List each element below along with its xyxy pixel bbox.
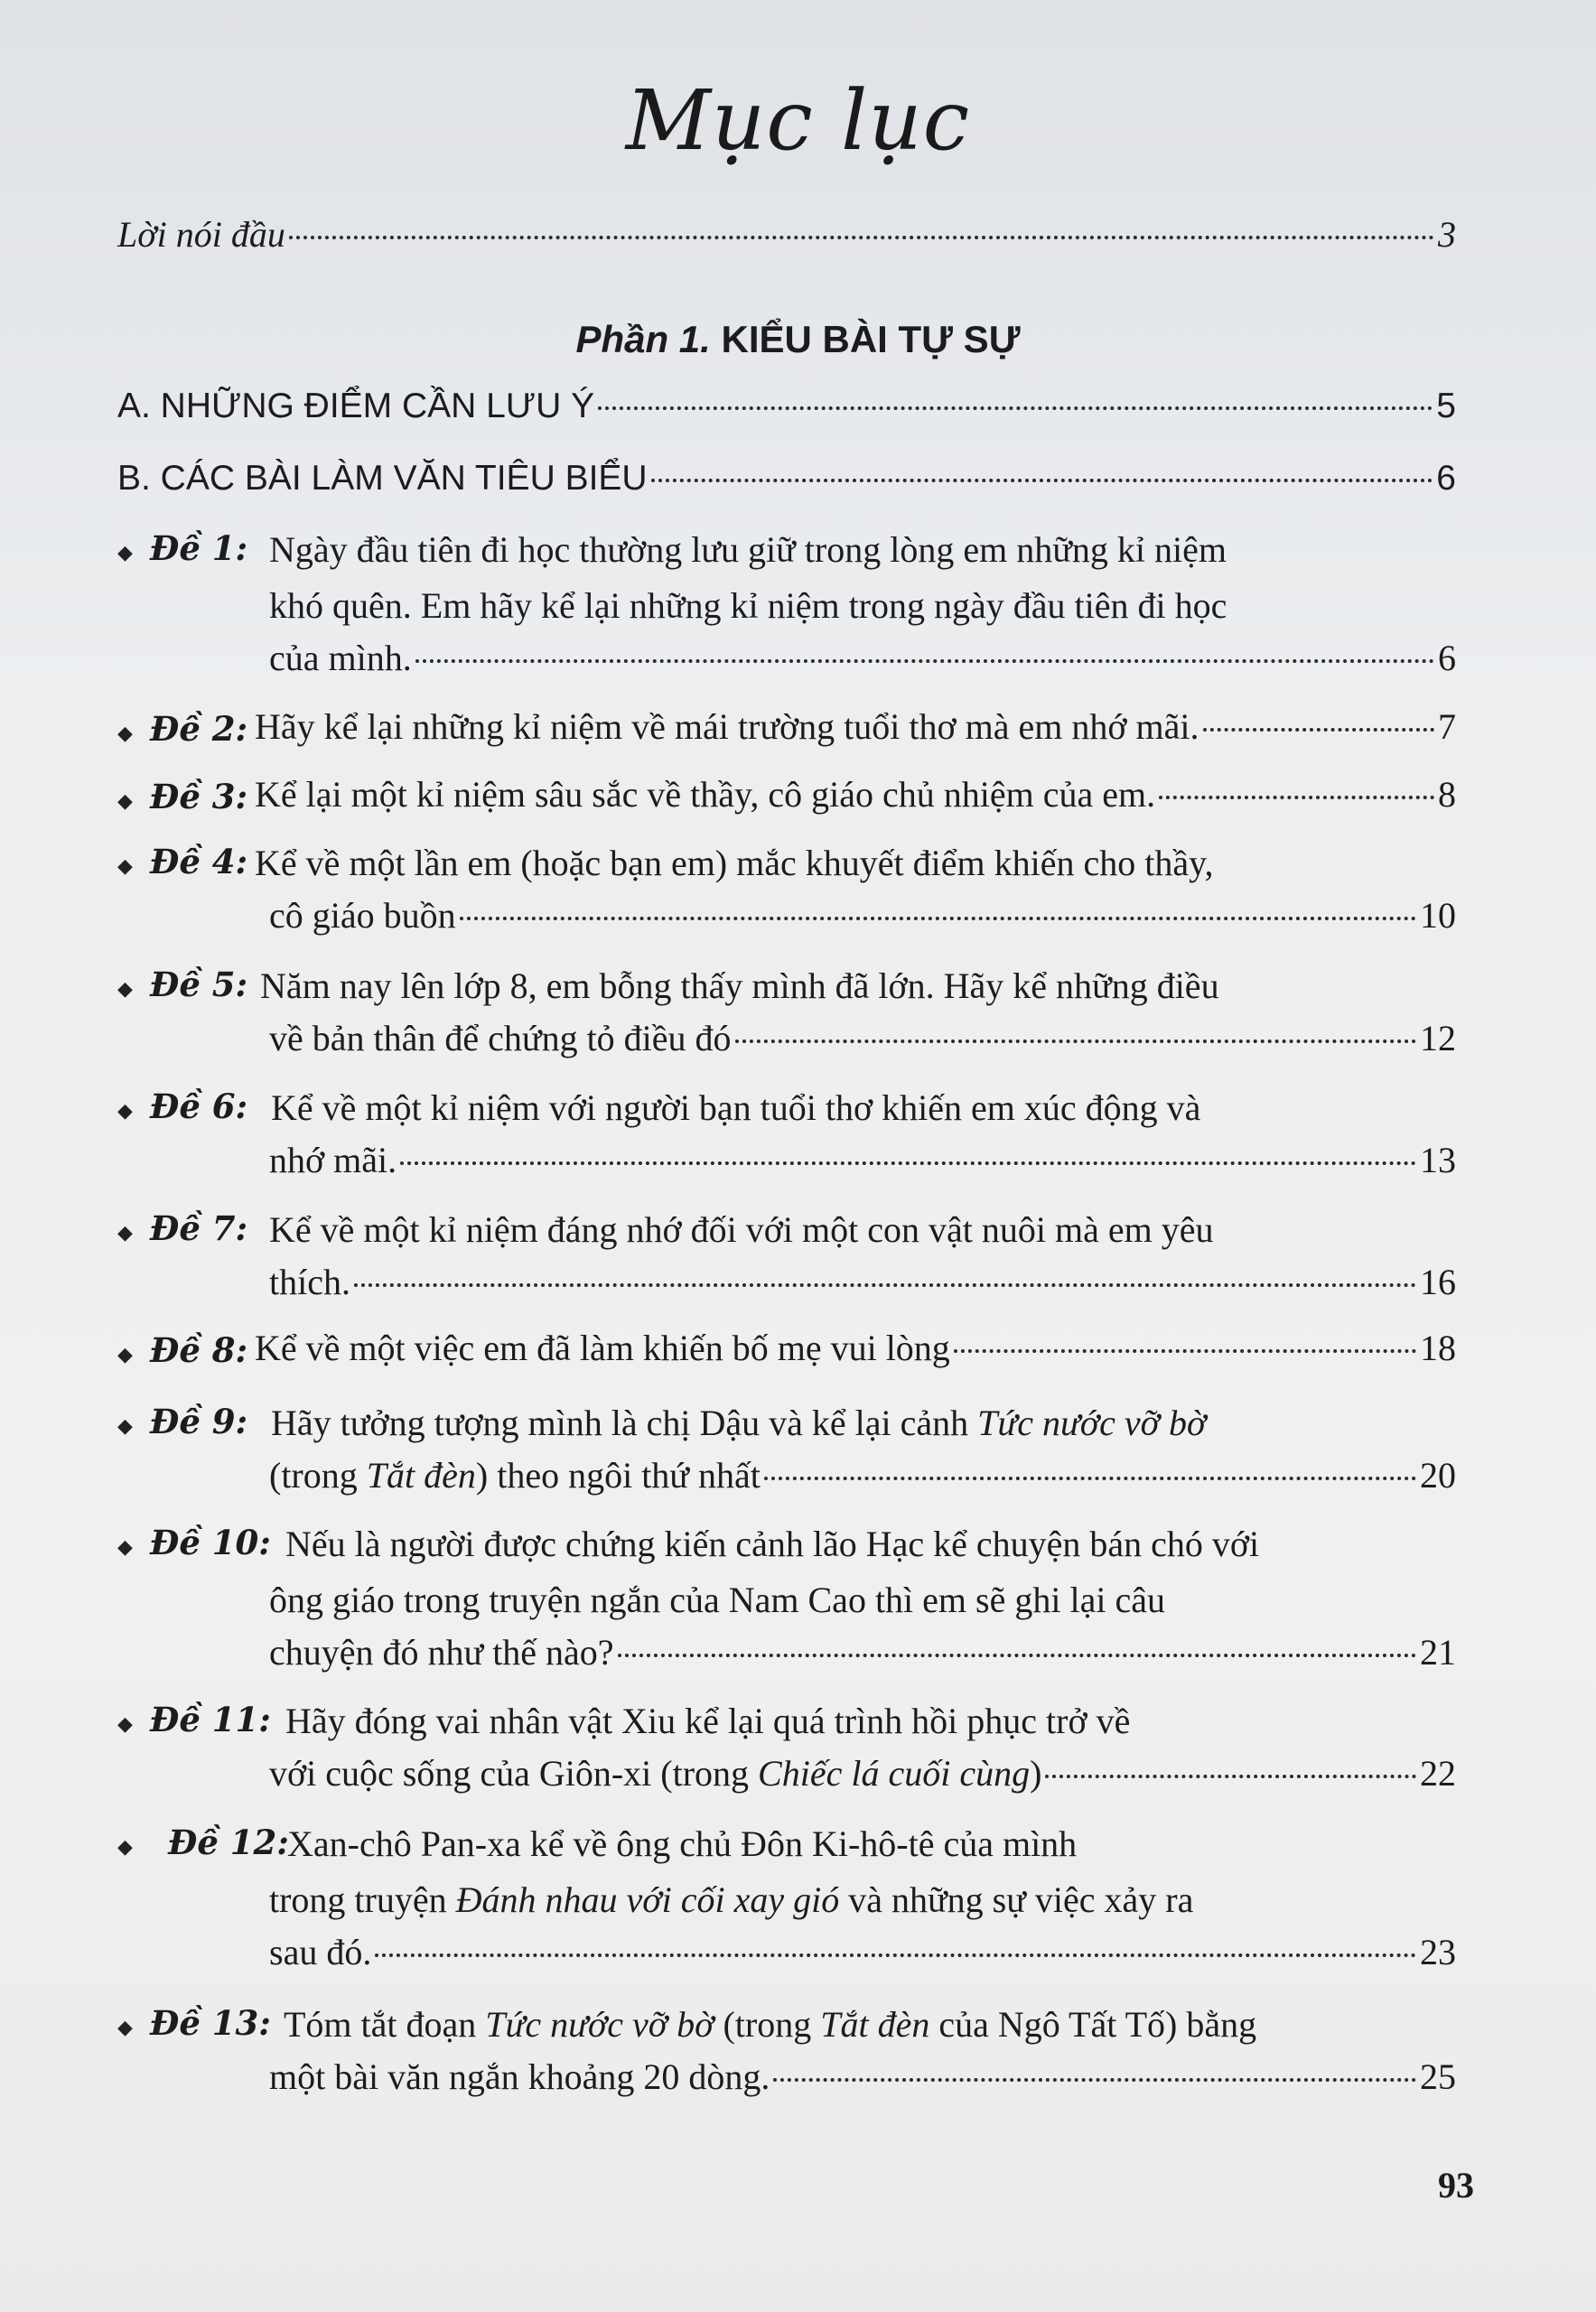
diamond-bullet-icon: ◆	[117, 1535, 133, 1558]
text-run: )	[1030, 1753, 1042, 1794]
item-text-line: Kể lại một kỉ niệm sâu sắc về thầy, cô giáo chủ nhiệm của em.	[255, 774, 1156, 815]
toc-entry-page: 20	[1420, 1455, 1456, 1496]
item-last-line	[269, 2056, 1456, 2097]
item-last-line	[269, 1934, 1456, 1971]
toc-entry-page: 18	[1420, 1328, 1456, 1368]
diamond-bullet-icon: ◆	[117, 1343, 133, 1366]
text-run: và những sự việc xảy ra	[839, 1879, 1194, 1920]
toc-entry-page: 6	[1436, 459, 1456, 498]
item-text-line: một bài văn ngắn khoảng 20 dòng.	[269, 2056, 770, 2097]
item-text-line: ông giáo trong truyện ngắn của Nam Cao thì em sẽ ghi lại câu	[269, 1580, 1165, 1620]
dot-leader	[618, 1654, 1416, 1657]
part-title: KIỂU BÀI TỰ SỰ	[721, 318, 1021, 360]
toc-entry-page: 3	[1438, 214, 1456, 255]
item-text-line: Năm nay lên lớp 8, em bỗng thấy mình đã lớn. Hãy kể những điều	[260, 965, 1219, 1006]
dot-leader	[773, 2078, 1416, 2082]
toc-entry-page: 22	[1420, 1753, 1456, 1794]
item-text-line: về bản thân để chứng tỏ điều đó	[269, 1018, 732, 1058]
diamond-bullet-icon: ◆	[117, 1414, 133, 1437]
dot-leader	[375, 1953, 1416, 1957]
item-label: Đề 2:	[150, 709, 248, 749]
text-run-italic: Tức nước vỡ bờ	[485, 2004, 714, 2045]
item-label: Đề 9:	[150, 1402, 248, 1441]
toc-entry-label: A. NHỮNG ĐIỂM CẦN LƯU Ý	[117, 387, 595, 425]
item-text-line: Nếu là người được chứng kiến cảnh lão Hạc kể chuyện bán chó với	[285, 1524, 1260, 1564]
item-text-line: Kể về một kỉ niệm đáng nhớ đối với một con vật nuôi mà em yêu	[269, 1209, 1214, 1250]
item-text-line: Ngày đầu tiên đi học thường lưu giữ trong lòng em những kỉ niệm	[269, 529, 1227, 570]
item-label: Đề 12:	[168, 1823, 289, 1862]
item-label: Đề 7:	[150, 1208, 248, 1248]
dot-leader	[400, 1161, 1416, 1165]
item-text-line: Hãy kể lại những kỉ niệm về mái trường tuổi thơ mà em nhớ mãi.	[255, 706, 1199, 747]
item-last-line	[255, 706, 1456, 747]
item-last-line	[269, 895, 1456, 936]
item-label: Đề 3:	[150, 777, 248, 816]
item-text-line	[271, 1402, 1206, 1444]
text-run-italic: Chiếc lá cuối cùng	[758, 1753, 1031, 1794]
text-run: với cuộc sống của Giôn-xi (trong	[269, 1753, 759, 1794]
part-prefix: Phần 1.	[575, 318, 711, 360]
item-last-line	[269, 640, 1456, 676]
text-run-italic: Tắt đèn	[366, 1455, 476, 1496]
item-label: Đề 11:	[150, 1700, 271, 1739]
diamond-bullet-icon: ◆	[117, 854, 133, 877]
diamond-bullet-icon: ◆	[117, 2016, 133, 2038]
text-run: Hãy tưởng tượng mình là chị Dậu và kể lại cảnh	[271, 1403, 978, 1443]
item-text-line	[269, 1753, 1042, 1794]
item-text-line: sau đó.	[269, 1932, 372, 1972]
item-label: Đề 4:	[150, 842, 248, 881]
toc-entry-label: B. CÁC BÀI LÀM VĂN TIÊU BIỂU	[117, 459, 648, 498]
text-run: Tóm tắt đoạn	[284, 2004, 486, 2045]
item-text-line: chuyện đó như thế nào?	[269, 1632, 614, 1673]
page-title: Mục lục	[625, 72, 971, 169]
item-text-line: Hãy đóng vai nhân vật Xiu kể lại quá trình hồi phục trở về	[285, 1701, 1131, 1741]
text-run-italic: Đánh nhau với cối xay gió	[455, 1879, 840, 1920]
dot-leader	[289, 236, 1434, 239]
diamond-bullet-icon: ◆	[117, 977, 133, 1000]
item-text-line: Xan-chô Pan-xa kể về ông chủ Đôn Ki-hô-tê của mình	[287, 1823, 1078, 1864]
dot-leader	[764, 1477, 1416, 1480]
item-label: Đề 13:	[150, 2003, 271, 2043]
item-text-line: Kể về một lần em (hoặc bạn em) mắc khuyết điểm khiến cho thầy,	[255, 843, 1214, 883]
item-text-line: thích.	[269, 1262, 350, 1302]
dot-leader	[735, 1039, 1416, 1043]
dot-leader	[415, 659, 1434, 663]
item-last-line	[269, 1142, 1456, 1179]
dot-leader	[651, 479, 1433, 482]
toc-entry-page: 8	[1438, 774, 1456, 815]
text-run: của Ngô Tất Tố) bằng	[929, 2004, 1257, 2045]
toc-entry-page: 5	[1436, 387, 1456, 425]
diamond-bullet-icon: ◆	[117, 722, 133, 744]
item-last-line	[269, 1632, 1456, 1673]
item-last-line	[255, 1330, 1456, 1366]
diamond-bullet-icon: ◆	[117, 1712, 133, 1735]
text-run-italic: Tức nước vỡ bờ	[977, 1403, 1207, 1443]
item-last-line	[269, 1455, 1456, 1496]
toc-entry-page: 25	[1420, 2056, 1456, 2097]
item-last-line	[269, 1018, 1456, 1058]
item-text-line	[284, 2003, 1256, 2046]
toc-entry-intro	[117, 214, 1456, 255]
item-label: Đề 5:	[150, 965, 248, 1004]
toc-entry-page: 10	[1420, 895, 1456, 936]
item-text-line: Kể về một việc em đã làm khiến bố mẹ vui lòng	[255, 1328, 950, 1368]
item-text-line: khó quên. Em hãy kể lại những kỉ niệm trong ngày đầu tiên đi học	[269, 585, 1227, 626]
dot-leader	[354, 1283, 1416, 1287]
diamond-bullet-icon: ◆	[117, 1835, 133, 1858]
item-label: Đề 1:	[150, 528, 248, 568]
toc-entry-page: 23	[1420, 1932, 1456, 1972]
item-last-line	[255, 774, 1456, 815]
dot-leader	[598, 406, 1433, 410]
toc-entry-page: 21	[1420, 1632, 1456, 1673]
item-text-line	[269, 1878, 1193, 1921]
part-heading	[0, 318, 1596, 361]
text-run-italic: Tắt đèn	[820, 2004, 930, 2045]
item-text-line: của mình.	[269, 638, 412, 678]
toc-entry-page: 7	[1438, 706, 1456, 747]
diamond-bullet-icon: ◆	[117, 1221, 133, 1244]
dot-leader	[1203, 728, 1434, 732]
dot-leader	[1045, 1775, 1416, 1778]
toc-entry-page: 12	[1420, 1018, 1456, 1058]
item-label: Đề 8:	[150, 1330, 248, 1370]
text-run: (trong	[714, 2004, 821, 2045]
item-text-line: nhớ mãi.	[269, 1140, 397, 1180]
text-run: ) theo ngôi thứ nhất	[475, 1455, 761, 1496]
item-text-line: cô giáo buồn	[269, 895, 456, 936]
diamond-bullet-icon: ◆	[117, 541, 133, 564]
toc-section-b	[117, 461, 1456, 496]
toc-entry-page: 16	[1420, 1262, 1456, 1302]
toc-entry-page: 13	[1420, 1140, 1456, 1180]
item-text-line: Kể về một kỉ niệm với người bạn tuổi thơ khiến em xúc động và	[271, 1087, 1201, 1128]
dot-leader	[1159, 796, 1434, 799]
item-last-line	[269, 1264, 1456, 1300]
item-label: Đề 6:	[150, 1086, 248, 1126]
dot-leader	[954, 1349, 1416, 1353]
text-run: trong truyện	[269, 1879, 456, 1920]
text-run: (trong	[269, 1455, 367, 1496]
diamond-bullet-icon: ◆	[117, 1099, 133, 1122]
item-label: Đề 10:	[150, 1523, 271, 1562]
diamond-bullet-icon: ◆	[117, 789, 133, 812]
toc-section-a	[117, 388, 1456, 424]
toc-entry-label: Lời nói đầu	[117, 214, 285, 255]
item-text-line	[269, 1455, 761, 1496]
page-number: 93	[1438, 2165, 1474, 2205]
item-last-line	[269, 1753, 1456, 1794]
dot-leader	[460, 917, 1416, 920]
toc-entry-page: 6	[1438, 638, 1456, 678]
